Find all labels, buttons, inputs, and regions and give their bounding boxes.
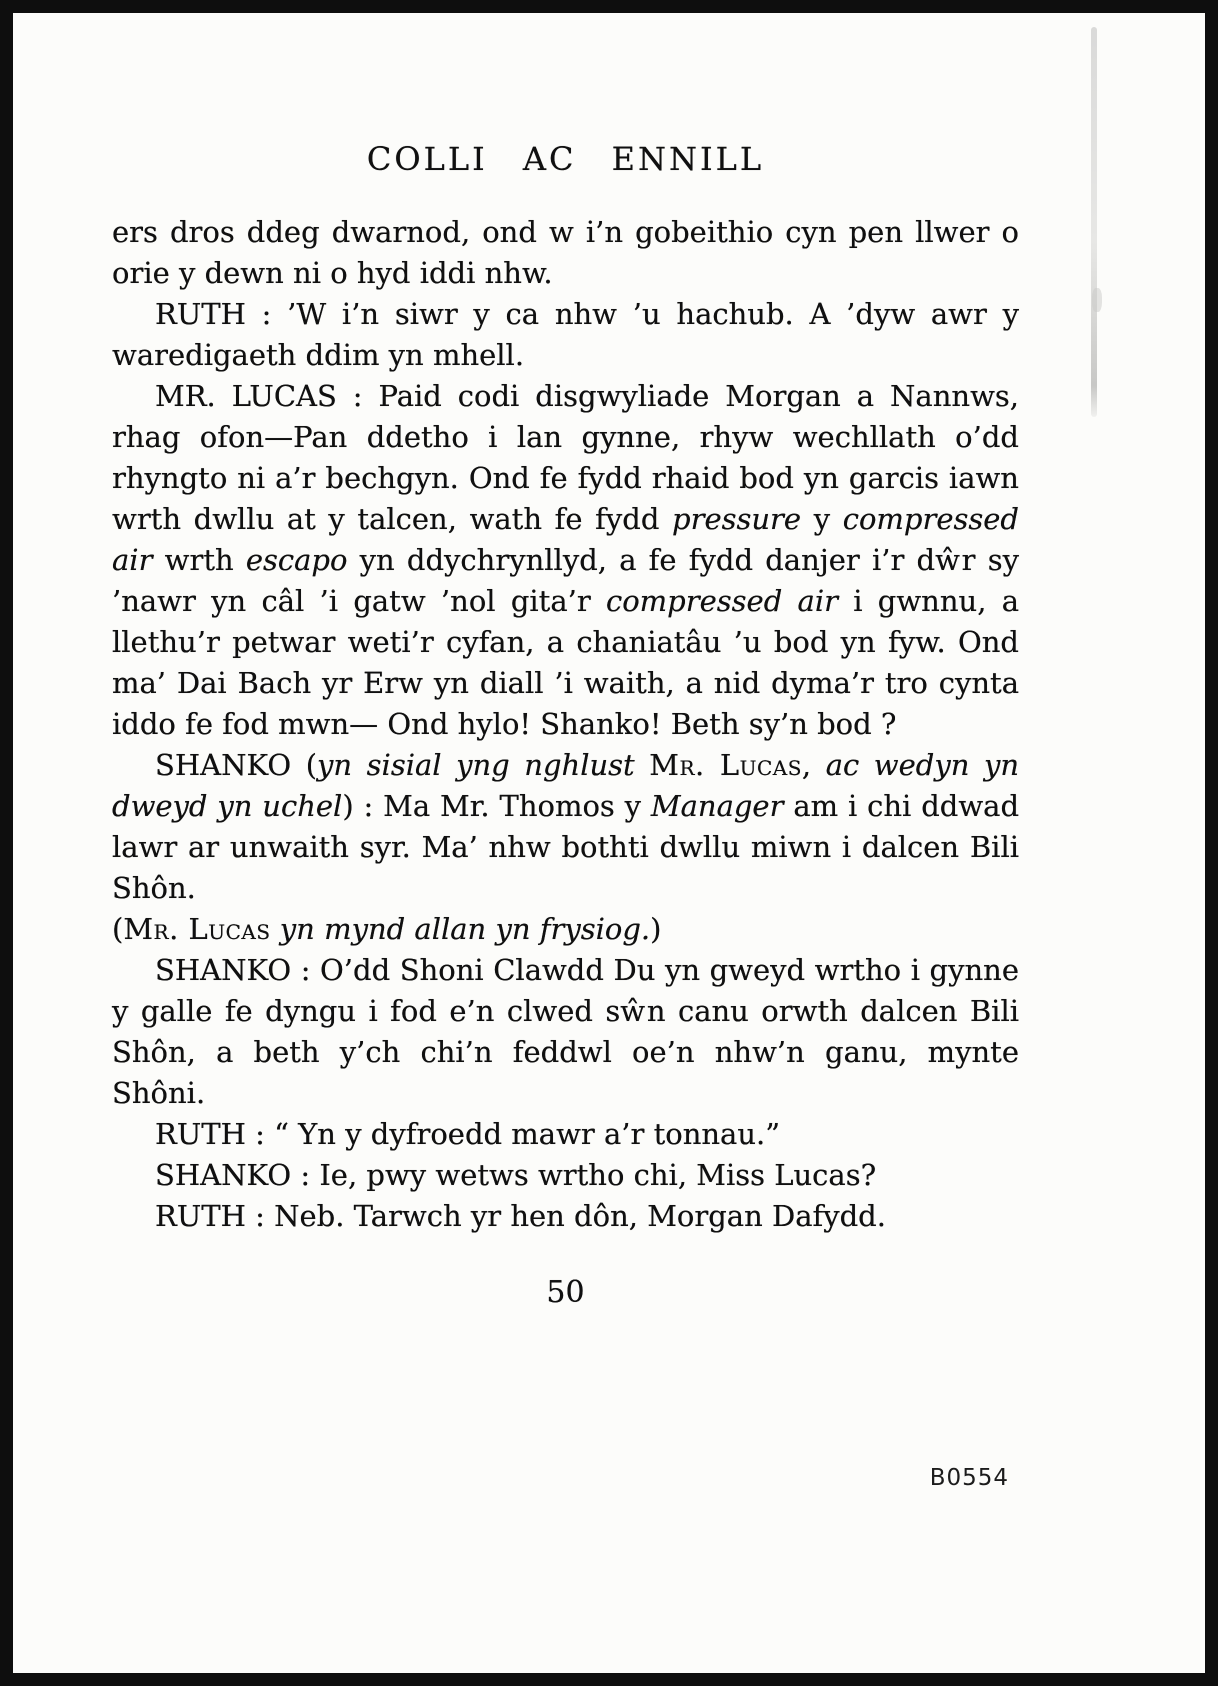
- scan-artifact: [1091, 27, 1097, 417]
- paragraph: [112, 1155, 1019, 1196]
- text-segment: escapo: [245, 543, 348, 577]
- text-segment: compressed air: [112, 502, 1019, 577]
- paragraph: [112, 950, 1019, 1114]
- text-segment: i gwnnu, a llethu’r petwar weti’r cyfan, a chaniatâu ’u bod yn fyw. Ond ma’ Dai Bach yr Erw yn diall ’i waith, a nid dyma’r tro cynta iddo fe fod mwn— Ond hylo! Shanko! Beth sy’n bod ?: [112, 584, 1019, 741]
- text-segment: yn sisial yng nghlust: [317, 748, 635, 782]
- text-segment: ac wedyn yn dweyd yn uchel: [112, 748, 1020, 823]
- page-title: COLLI AC ENNILL: [366, 140, 765, 178]
- scan-artifact: [1092, 288, 1102, 312]
- text-segment: ers dros ddeg dwarnod, ond w i’n gobeithio cyn pen llwer o orie y dewn ni o hyd iddi nhw.: [112, 215, 1019, 290]
- text-segment: RUTH : “ Yn y dyfroedd mawr a’r tonnau.”: [155, 1117, 781, 1151]
- paragraph: [112, 1196, 1019, 1237]
- text-segment: yn mynd allan yn frysiog.: [279, 912, 651, 946]
- text-segment: SHANKO : O’dd Shoni Clawdd Du yn gweyd wrtho i gynne y galle fe dyngu i fod e’n clwed sŵn canu orwth dalcen Bili Shôn, a beth y’ch chi’n feddwl oe’n nhw’n ganu, mynte Shôni.: [112, 953, 1019, 1110]
- page-number: 50: [546, 1275, 585, 1310]
- text-segment: am i chi ddwad lawr ar unwaith syr. Ma’ nhw bothti dwllu miwn i dalcen Bili Shôn.: [112, 789, 1020, 905]
- text-segment: MR. LUCAS : Paid codi disgwyliade Morgan a Nannws, rhag ofon—Pan ddetho i lan gynne, rhyw wechllath o’dd rhyngto ni a’r bechgyn. Ond fe fydd rhaid bod yn garcis iawn wrth dwllu at y talcen, wath fe fydd: [112, 379, 1019, 536]
- text-segment: RUTH : ’W i’n siwr y ca nhw ’u hachub. A ’dyw awr y waredigaeth ddim yn mhell.: [112, 297, 1019, 372]
- paragraph: [112, 1114, 1019, 1155]
- text-segment: pressure: [672, 502, 802, 536]
- text-segment: ,: [801, 748, 826, 782]
- text-segment: Mr. Lucas: [123, 912, 271, 946]
- text-segment: [635, 748, 650, 782]
- text-segment: [271, 912, 280, 946]
- paragraph: [112, 212, 1019, 294]
- text-segment: yn ddychrynllyd, a fe fydd danjer i’r dŵr sy ’nawr yn câl ’i gatw ’nol gita’r: [112, 543, 1020, 618]
- text-segment: wrth: [152, 543, 246, 577]
- text-segment: RUTH : Neb. Tarwch yr hen dôn, Morgan Dafydd.: [155, 1199, 886, 1233]
- paragraph: [112, 745, 1019, 909]
- body-text: [112, 212, 1019, 1237]
- text-segment: Manager: [650, 789, 784, 823]
- text-segment: (: [112, 912, 124, 946]
- text-segment: SHANKO : Ie, pwy wetws wrtho chi, Miss Lucas?: [155, 1158, 877, 1192]
- text-segment: compressed air: [605, 584, 838, 618]
- text-segment: SHANKO (: [155, 748, 318, 782]
- paragraph: [112, 909, 1019, 950]
- paragraph: [112, 294, 1019, 376]
- book-page: [13, 13, 1205, 1673]
- text-segment: ): [650, 912, 662, 946]
- catalog-code: B0554: [929, 1465, 1009, 1491]
- text-segment: y: [801, 502, 843, 536]
- paragraph: [112, 376, 1019, 745]
- text-segment: ) : Ma Mr. Thomos y: [342, 789, 651, 823]
- text-segment: Mr. Lucas: [649, 748, 802, 782]
